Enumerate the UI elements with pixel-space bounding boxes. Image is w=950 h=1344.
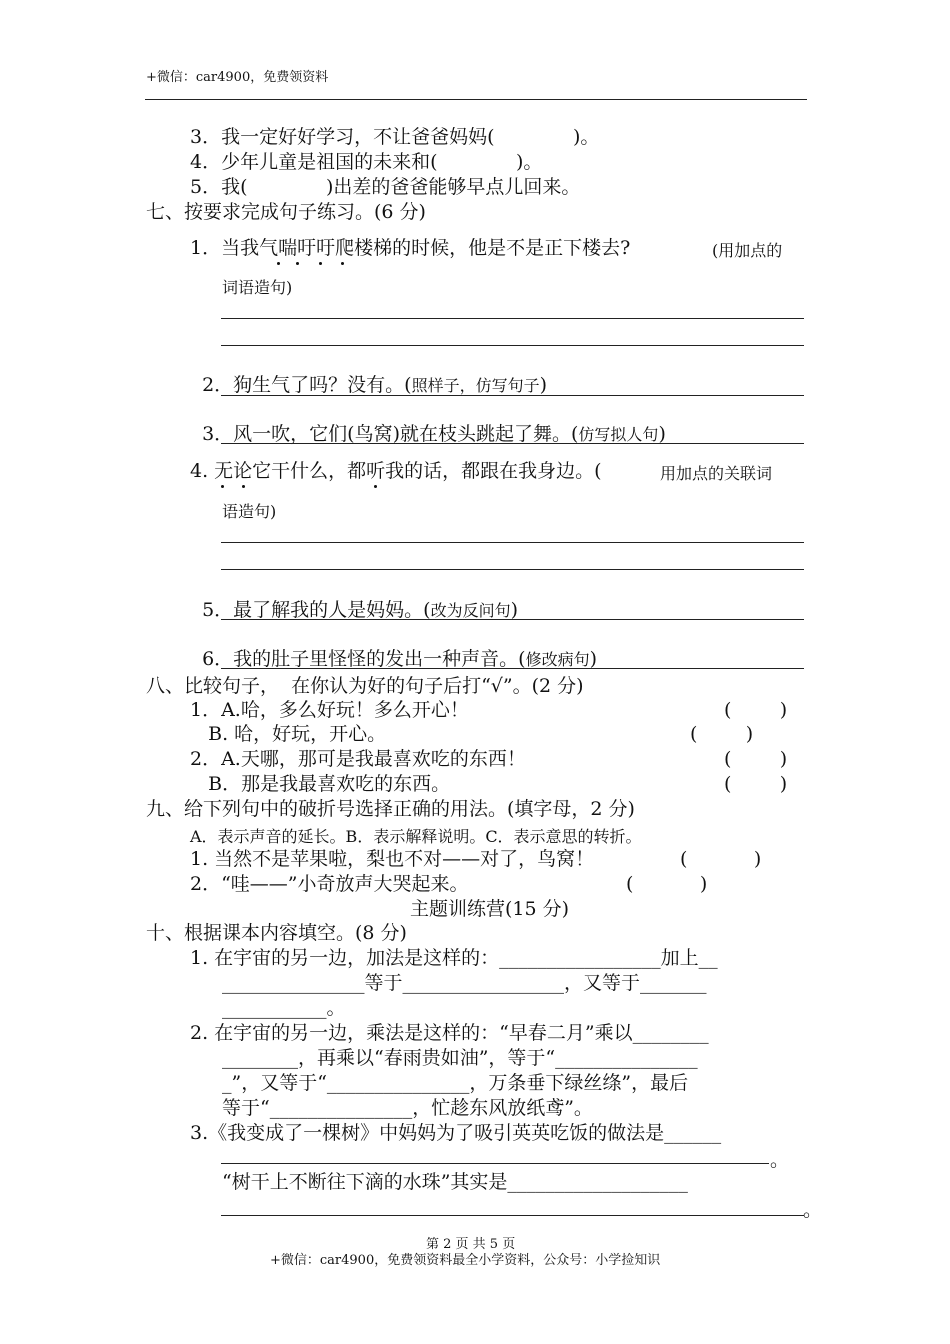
sec8-answer-paren: ( ) <box>724 773 788 795</box>
sec8-answer-paren: ( ) <box>724 699 788 721</box>
page-number: 第 2 页 共 5 页 <box>426 1237 516 1252</box>
sec10-line: “树干上不断往下滴的水珠”其实是___________________ <box>222 1171 688 1193</box>
sec6-item-4: 4．少年儿童是祖国的未来和( )。 <box>190 151 543 173</box>
q3-note: 仿写拟人句 <box>578 425 659 444</box>
theme-title: 主题训练营(15 分) <box>410 898 570 920</box>
sec8-item: B. 哈，好玩，开心。 <box>190 723 387 745</box>
answer-line <box>221 1163 769 1164</box>
sec7-q3 <box>190 398 666 447</box>
sec7-title: 七、按要求完成句子练习。(6 分) <box>146 201 426 223</box>
q2-end: ) <box>539 374 548 396</box>
answer-line <box>221 569 804 570</box>
q6-text: 6．我的肚子里怪怪的发出一种声音。( <box>202 648 526 670</box>
sec10-line: _______________等于_________________，又等于_______ <box>222 972 707 994</box>
q5-note: 改为反问句 <box>430 601 511 620</box>
sec10-line: 3.《我变成了一棵树》中妈妈为了吸引英英吃饭的做法是______ <box>190 1122 722 1144</box>
answer-line <box>221 619 804 620</box>
sec9-answer-paren: ( ) <box>626 873 708 895</box>
emphasis-dot <box>221 485 224 488</box>
sentence-end-mark: 。 <box>803 1199 823 1221</box>
answer-line <box>221 345 804 346</box>
answer-line <box>221 318 804 319</box>
sec7-q1-note2: 词语造句) <box>222 278 293 297</box>
q5-text: 5．最了解我的人是妈妈。( <box>202 599 431 621</box>
sec7-q2 <box>190 349 547 398</box>
sec8-item: B．那是我最喜欢吃的东西。 <box>190 773 451 795</box>
header-rule <box>145 99 807 100</box>
sec10-line: ___________。 <box>222 997 346 1019</box>
emphasis-dot <box>277 262 280 265</box>
sec8-answer-paren: ( ) <box>690 723 754 745</box>
sec6-item-3: 3．我一定好好学习，不让爸爸妈妈( )。 <box>190 126 600 148</box>
sec7-q4-note: 用加点的关联词 <box>660 464 773 483</box>
sec7-q4: 4. 无论它干什么，都听我的话，都跟在我身边。( <box>190 460 602 482</box>
sec10-title: 十、根据课本内容填空。(8 分) <box>146 922 407 944</box>
q6-note: 修改病句 <box>525 650 590 669</box>
sec8-title: 八、比较句子， 在你认为好的句子后打“√”。(2 分) <box>146 675 584 697</box>
sec7-q4-note2: 语造句) <box>222 502 277 521</box>
emphasis-dot <box>242 485 245 488</box>
emphasis-dot <box>341 262 344 265</box>
emphasis-dot <box>319 262 322 265</box>
sec9-item: 1. 当然不是苹果啦，梨也不对——对了，鸟窝！ <box>190 848 595 870</box>
q5-end: ) <box>510 599 519 621</box>
sec8-answer-paren: ( ) <box>724 748 788 770</box>
answer-line <box>221 668 804 669</box>
emphasis-dot <box>374 485 377 488</box>
sec7-q1-note: (用加点的 <box>712 241 783 260</box>
sec7-q1: 1．当我气喘吁吁爬楼梯的时候，他是不是正下楼去? <box>190 237 631 259</box>
q2-note: 照样子，仿写句子 <box>411 376 540 395</box>
sec10-line: 2. 在宇宙的另一边，乘法是这样的：“早春二月”乘以________ <box>190 1022 709 1044</box>
sec10-line: _”，又等于“_______________，万条垂下绿丝绦”，最后 <box>222 1072 689 1094</box>
sec8-item: 2．A.天哪，那可是我最喜欢吃的东西！ <box>190 748 526 770</box>
answer-line <box>221 443 804 444</box>
sec7-q5 <box>190 574 518 623</box>
q3-end: ) <box>658 423 666 445</box>
sec10-line: 1. 在宇宙的另一边，加法是这样的：_________________加上__ <box>190 947 718 969</box>
emphasis-dot <box>296 262 299 265</box>
sec9-options: A．表示声音的延长。B．表示解释说明。C．表示意思的转折。 <box>190 827 642 846</box>
q2-text: 2．狗生气了吗？没有。( <box>202 374 412 396</box>
header-watermark: +微信：car4900，免费领资料 <box>146 70 329 85</box>
sec9-answer-paren: ( ) <box>680 848 762 870</box>
answer-line <box>221 1215 804 1216</box>
answer-line <box>221 395 804 396</box>
sentence-end-mark: 。 <box>770 1149 790 1171</box>
sec6-item-5: 5．我( )出差的爸爸能够早点儿回来。 <box>190 176 581 198</box>
sec8-item: 1．A.哈，多么好玩！多么开心！ <box>190 699 469 721</box>
sec10-line: 等于“_______________，忙趁东风放纸鸢”。 <box>222 1097 593 1119</box>
sec10-line: ________，再乘以“春雨贵如油”，等于“_______________ <box>222 1047 698 1069</box>
q6-end: ) <box>589 648 598 670</box>
sec7-q6 <box>190 623 597 672</box>
footer-watermark: +微信：car4900，免费领资料最全小学资料，公众号：小学捡知识 <box>270 1253 661 1268</box>
answer-line <box>221 542 804 543</box>
sec9-title: 九、给下列句中的破折号选择正确的用法。(填字母，2 分) <box>146 798 635 820</box>
sec9-item: 2．“哇——”小奇放声大哭起来。 <box>190 873 469 895</box>
q3-text: 3．风一吹，它们(鸟窝)就在枝头跳起了舞。( <box>202 423 579 445</box>
